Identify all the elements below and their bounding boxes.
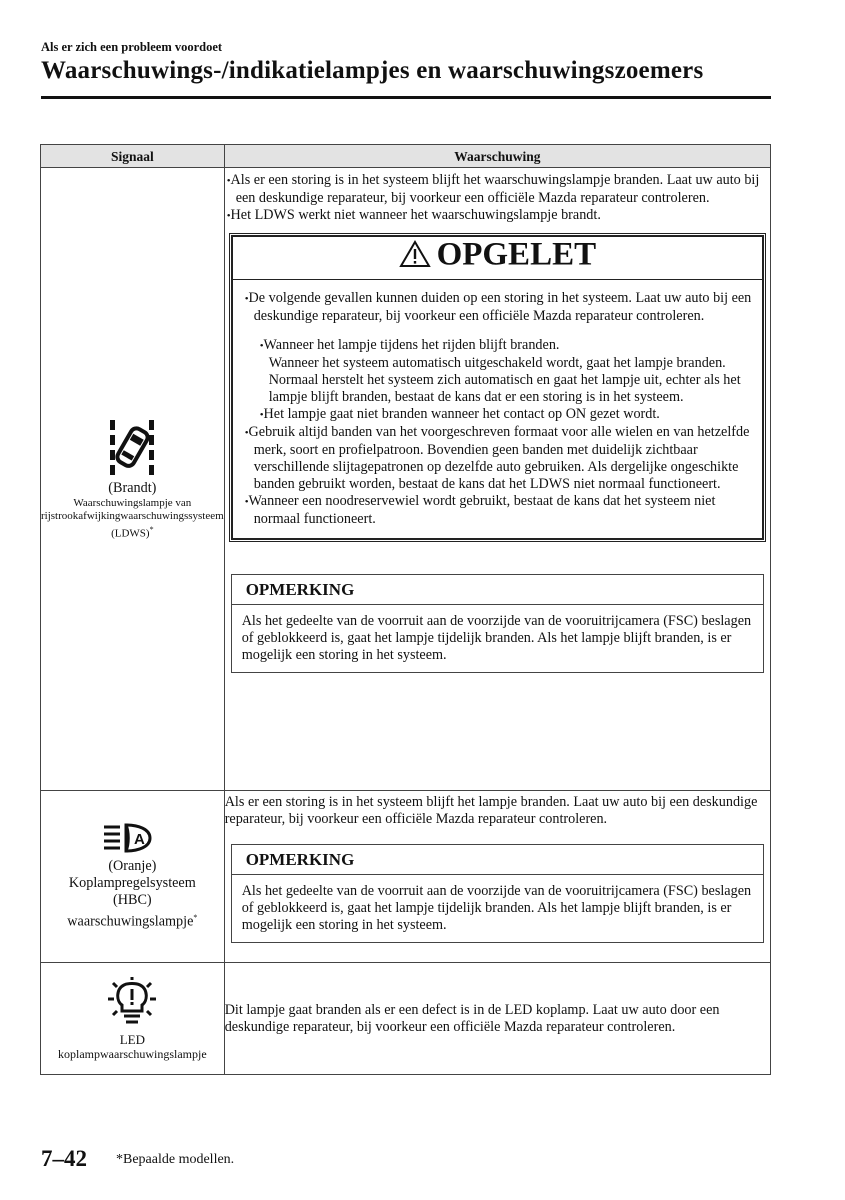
warning-text: Als er een storing is in het systeem blijft het lampje branden. Laat uw auto bij een deskundige reparateur, bij voorkeur een officiële Mazda reparateur controleren. <box>224 794 758 827</box>
warning-text: Dit lampje gaat branden als er een defect is in de LED koplamp. Laat uw auto door een deskundige reparateur, bij voorkeur een officiële Mazda reparateur controleren. <box>224 1001 720 1035</box>
caution-sub-bullet: • Het lampje gaat niet branden wanneer het contact op ON gezet wordt. <box>243 406 754 424</box>
lane-departure-warning-icon <box>104 418 160 478</box>
caution-bullet: • Gebruik altijd banden van het voorgeschreven formaat voor alle wielen en van hetzelfde merk, soort en profielpatroon. Bovendien geen banden met duidelijk zichtbaar verschillende slijtagepatronen op dezelfde auto gebruiken. Als dergelijke ongeschikte banden gebruikt worden, bestaat de kans dat het LDWS niet normaal functioneert. <box>243 424 754 493</box>
title-rule <box>41 96 771 99</box>
signal-name-line: LED <box>119 1031 145 1047</box>
signal-cell-led <box>41 963 225 1075</box>
col-header-signal: Signaal <box>41 145 225 168</box>
col-header-warning: Waarschuwing <box>224 145 770 168</box>
table-row <box>41 963 771 1075</box>
warning-table <box>40 144 771 1075</box>
caution-body <box>233 280 762 538</box>
note-box <box>231 574 764 673</box>
high-beam-control-icon <box>102 822 162 856</box>
signal-cell-hbc <box>41 791 225 963</box>
signal-name-line: Waarschuwingslampje van <box>73 496 192 509</box>
signal-name-line: waarschuwingslampje* <box>67 913 198 930</box>
caution-box <box>231 235 764 540</box>
footnote: *Bepaalde modellen. <box>116 1152 235 1167</box>
asterisk: * <box>149 524 154 534</box>
signal-cell-ldws <box>41 168 225 791</box>
caution-header <box>233 237 762 280</box>
warning-cell-ldws <box>224 168 770 791</box>
warning-cell-hbc <box>224 791 770 963</box>
caution-title: OPGELET <box>436 236 597 273</box>
note-box <box>231 844 764 943</box>
signal-color-label: (Brandt) <box>108 479 157 496</box>
svg-text:A: A <box>134 831 146 849</box>
led-headlight-warning-icon <box>104 977 160 1029</box>
caution-sub-text: Wanneer het systeem automatisch uitgeschakeld wordt, gaat het lampje branden. Normaal herstelt het systeem zich automatisch en gaat het lampje uit, echter als het lampje blijft branden, bestaat de kans dat er een storing is in het systeem. <box>268 355 741 405</box>
table-header-row <box>41 145 771 168</box>
signal-color-label: (Oranje) <box>108 858 157 875</box>
note-title: OPMERKING <box>232 845 763 875</box>
caution-bullet: • De volgende gevallen kunnen duiden op een storing in het systeem. Laat uw auto bij een deskundige reparateur, bij voorkeur een officiële Mazda reparateur controleren. <box>243 290 754 325</box>
warning-bullet: • Het LDWS werkt niet wanneer het waarschuwingslampje brandt. <box>225 207 770 225</box>
page-title: Waarschuwings-/indikatielampjes en waarschuwingszoemers <box>41 57 704 84</box>
section-label: Als er zich een probleem voordoet <box>41 40 223 54</box>
caution-bullet: • Wanneer een noodreservewiel wordt gebruikt, bestaat de kans dat het systeem niet normaal functioneert. <box>243 493 754 528</box>
asterisk: * <box>193 913 198 923</box>
warning-cell-led <box>224 963 770 1075</box>
page-number: 7–42 <box>41 1146 87 1171</box>
signal-name-line: rijstrookafwijkingwaarschuwingssysteem <box>41 509 224 522</box>
note-title: OPMERKING <box>232 575 763 605</box>
warning-triangle-icon <box>399 240 431 268</box>
caution-sub-bullet: • Wanneer het lampje tijdens het rijden blijft branden. <box>243 337 754 355</box>
signal-name-line: koplampwaarschuwingslampje <box>58 1046 207 1061</box>
signal-name-line: (HBC) <box>113 892 152 909</box>
signal-name-line: (LDWS)* <box>111 524 154 540</box>
warning-bullet: • Als er een storing is in het systeem blijft het waarschuwingslampje branden. Laat uw auto bij een deskundige reparateur, bij voorkeur een officiële Mazda reparateur controleren. <box>225 172 770 207</box>
signal-name-line: Koplampregelsysteem <box>68 875 196 892</box>
table-row <box>41 791 771 963</box>
table-row <box>41 168 771 791</box>
note-text: Als het gedeelte van de voorruit aan de voorzijde van de vooruitrijcamera (FSC) beslagen of geblokkeerd is, gaat het lampje tijdelijk branden. Als het lampje blijft branden, is er mogelijk een storing in het systeem. <box>241 883 752 933</box>
note-text: Als het gedeelte van de voorruit aan de voorzijde van de vooruitrijcamera (FSC) beslagen of geblokkeerd is, gaat het lampje tijdelijk branden. Als het lampje blijft branden, is er mogelijk een storing in het systeem. <box>241 613 752 663</box>
